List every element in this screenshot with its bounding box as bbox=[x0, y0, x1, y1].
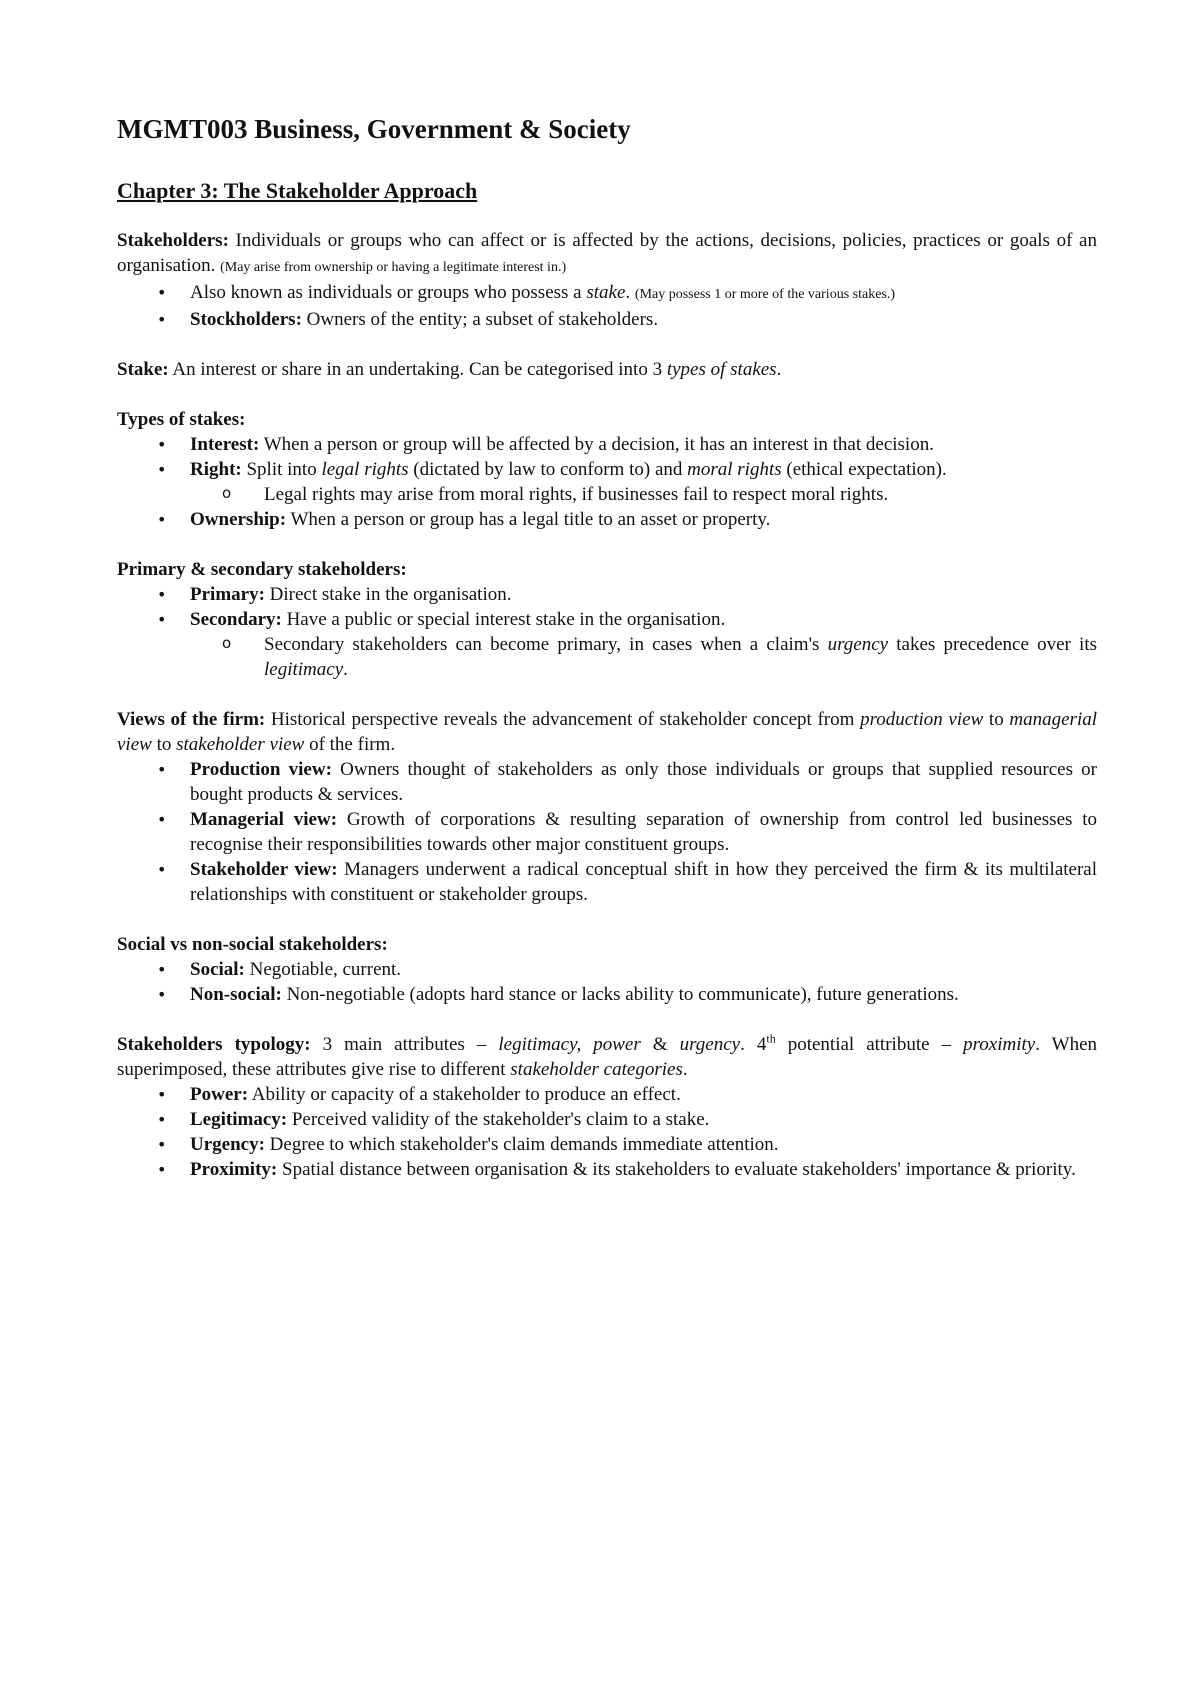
typology-definition: Stakeholders typology: 3 main attributes – legitimacy, power & urgency. 4th potential attribute – proximity. When superimposed, these attributes give rise to different stakeholder categories. bbox=[117, 1031, 1097, 1080]
sub-list bbox=[190, 632, 1097, 682]
list-item: • Legitimacy: Perceived validity of the stakeholder's claim to a stake. bbox=[117, 1107, 1097, 1132]
list-item: • Also known as individuals or groups who possess a stake. (May possess 1 or more of the various stakes.) bbox=[117, 280, 1097, 307]
primary-list bbox=[117, 582, 1097, 682]
stakeholders-term: Stakeholders: bbox=[117, 230, 229, 251]
document-page bbox=[117, 112, 1097, 1207]
list-item: • Interest: When a person or group will be affected by a decision, it has an interest in that decision. bbox=[117, 432, 1097, 457]
list-item: • Secondary: Have a public or special interest stake in the organisation. o Secondary stakeholders can become primary, in cases when a claim's urgency takes precedence over its legitimacy. bbox=[117, 607, 1097, 682]
list-item: • Proximity: Spatial distance between organisation & its stakeholders to evaluate stakeholders' importance & priority. bbox=[117, 1157, 1097, 1182]
stakeholders-definition: Stakeholders: Individuals or groups who can affect or is affected by the actions, decisions, policies, practices or goals of an organisation. (May arise from ownership or having a legitimate interest in.) bbox=[117, 230, 1097, 276]
list-item: • Stakeholder view: Managers underwent a radical conceptual shift in how they perceived the firm & its multilateral relationships with constituent or stakeholder groups. bbox=[117, 857, 1097, 907]
list-item: • Primary: Direct stake in the organisation. bbox=[117, 582, 1097, 607]
social-list bbox=[117, 957, 1097, 1007]
document-title: MGMT003 Business, Government & Society bbox=[117, 114, 631, 144]
section-social bbox=[117, 932, 1097, 1007]
list-item: • Non-social: Non-negotiable (adopts hard stance or lacks ability to communicate), future generations. bbox=[117, 982, 1097, 1007]
section-heading: Social vs non-social stakeholders: bbox=[117, 934, 388, 955]
list-item: • Stockholders: Owners of the entity; a subset of stakeholders. bbox=[117, 307, 1097, 332]
list-item: • Urgency: Degree to which stakeholder's claim demands immediate attention. bbox=[117, 1132, 1097, 1157]
section-primary-secondary bbox=[117, 557, 1097, 682]
typology-list bbox=[117, 1082, 1097, 1182]
section-stakeholders bbox=[117, 228, 1097, 332]
types-list bbox=[117, 432, 1097, 532]
list-item: • Managerial view: Growth of corporations & resulting separation of ownership from control led businesses to recognise their responsibilities towards other major constituent groups. bbox=[117, 807, 1097, 857]
list-item: • Ownership: When a person or group has a legal title to an asset or property. bbox=[117, 507, 1097, 532]
list-item: • Production view: Owners thought of stakeholders as only those individuals or groups that supplied resources or bought products & services. bbox=[117, 757, 1097, 807]
sub-list-item: o Legal rights may arise from moral rights, if businesses fail to respect moral rights. bbox=[190, 482, 1097, 507]
sub-list-item: o Secondary stakeholders can become primary, in cases when a claim's urgency takes precedence over its legitimacy. bbox=[190, 632, 1097, 682]
section-heading: Primary & secondary stakeholders: bbox=[117, 559, 407, 580]
section-typology bbox=[117, 1032, 1097, 1182]
views-definition: Views of the firm: Historical perspective reveals the advancement of stakeholder concept from production view to managerial view to stakeholder view of the firm. bbox=[117, 709, 1097, 755]
section-types-of-stakes bbox=[117, 407, 1097, 532]
list-item: • Power: Ability or capacity of a stakeholder to produce an effect. bbox=[117, 1082, 1097, 1107]
stakeholders-note: (May arise from ownership or having a legitimate interest in.) bbox=[220, 260, 567, 275]
sub-list bbox=[190, 482, 1097, 507]
section-views-of-firm bbox=[117, 707, 1097, 907]
stake-definition: Stake: An interest or share in an undertaking. Can be categorised into 3 types of stakes. bbox=[117, 359, 782, 380]
views-list bbox=[117, 757, 1097, 907]
section-stake bbox=[117, 357, 1097, 382]
chapter-heading: Chapter 3: The Stakeholder Approach bbox=[117, 178, 478, 203]
list-item: • Social: Negotiable, current. bbox=[117, 957, 1097, 982]
list-item: • Right: Split into legal rights (dictated by law to conform to) and moral rights (ethical expectation). o Legal rights may arise from moral rights, if businesses fail to respect moral rights. bbox=[117, 457, 1097, 507]
stakeholders-list bbox=[117, 280, 1097, 332]
section-heading: Types of stakes: bbox=[117, 409, 246, 430]
